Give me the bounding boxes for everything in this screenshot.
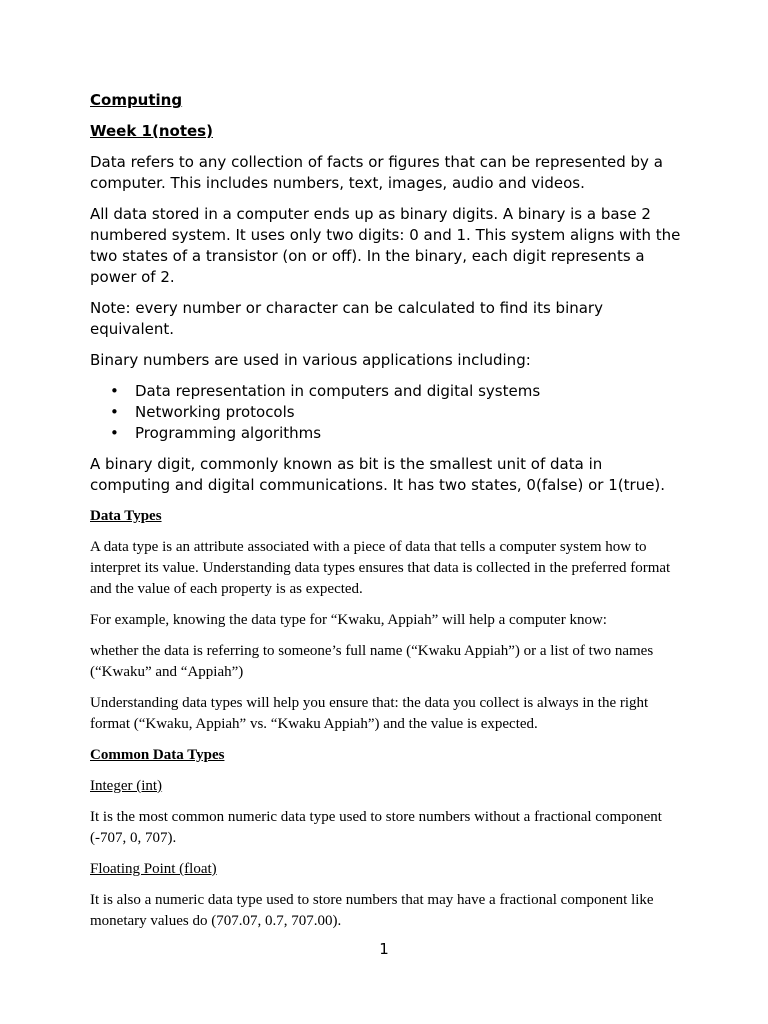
bit-paragraph: A binary digit, commonly known as bit is the smallest unit of data in computing and digital communications. It has two states, 0(false) or 1(true). [90, 455, 666, 494]
page-number: 1 [379, 940, 389, 958]
integer-title: Integer (int) [90, 778, 163, 794]
data-types-paragraph: whether the data is referring to someone’s full name (“Kwaku Appiah”) or a list of two names (“Kwaku” and “Appiah”) [90, 643, 654, 680]
list-item-text: Programming algorithms [135, 424, 322, 442]
document-page [90, 90, 682, 942]
list-item [90, 402, 682, 423]
float-title: Floating Point (float) [90, 861, 217, 877]
bullet-icon: • [110, 424, 119, 442]
intro-paragraph-binary: All data stored in a computer ends up as binary digits. A binary is a base 2 numbered system. It uses only two digits: 0 and 1. This system aligns with the two states of a transistor (on or off). In the binary, each digit represents a power of 2. [90, 205, 681, 286]
bullet-icon: • [110, 382, 119, 400]
intro-paragraph-note: Note: every number or character can be calculated to find its binary equivalent. [90, 299, 603, 338]
document-title: Computing [90, 91, 183, 109]
data-types-paragraph: For example, knowing the data type for “Kwaku, Appiah” will help a computer know: [90, 612, 607, 628]
intro-paragraph-applications: Binary numbers are used in various applications including: [90, 351, 531, 369]
common-data-types-heading: Common Data Types [90, 747, 225, 763]
list-item-text: Networking protocols [135, 403, 295, 421]
data-types-paragraph: Understanding data types will help you ensure that: the data you collect is always in the right format (“Kwaku, Appiah” vs. “Kwaku Appiah”) and the value is expected. [90, 695, 649, 732]
data-types-heading: Data Types [90, 508, 162, 524]
document-subtitle: Week 1(notes) [90, 122, 213, 140]
data-types-paragraph: A data type is an attribute associated with a piece of data that tells a computer system how to interpret its value. Understanding data types ensures that data is collected in the preferred format and the value of each property is as expected. [90, 539, 671, 597]
float-description: It is also a numeric data type used to store numbers that may have a fractional component like monetary values do (707.07, 0.7, 707.00). [90, 892, 654, 929]
bullet-icon: • [110, 403, 119, 421]
list-item [90, 423, 682, 444]
list-item-text: Data representation in computers and digital systems [135, 382, 541, 400]
intro-paragraph-data: Data refers to any collection of facts or figures that can be represented by a computer. This includes numbers, text, images, audio and videos. [90, 153, 663, 192]
list-item [90, 381, 682, 402]
integer-description: It is the most common numeric data type used to store numbers without a fractional component (-707, 0, 707). [90, 809, 662, 846]
applications-list [90, 381, 682, 444]
